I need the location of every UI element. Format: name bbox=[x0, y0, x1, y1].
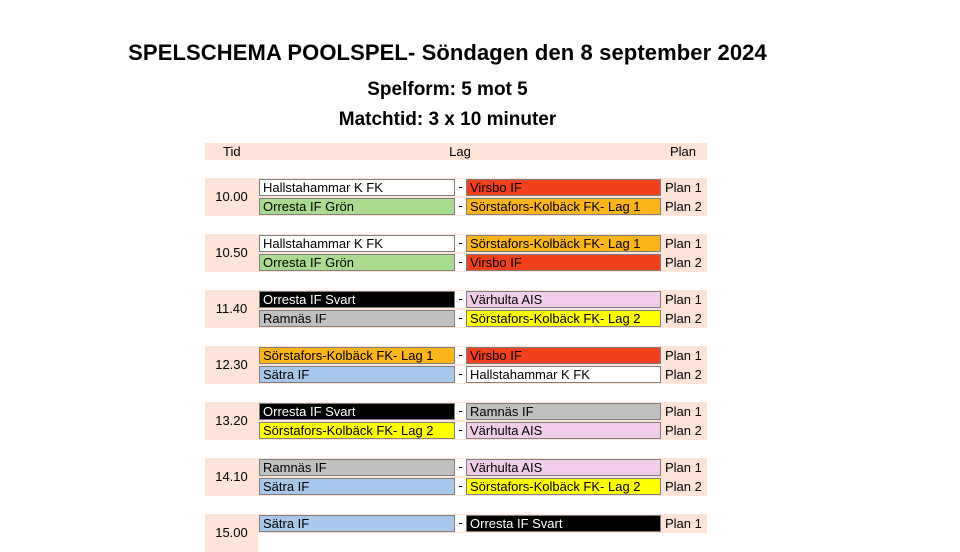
pitch-label: Plan 1 bbox=[665, 404, 702, 419]
match-row bbox=[0, 290, 960, 309]
match-row bbox=[0, 234, 960, 253]
match-row bbox=[0, 514, 960, 533]
match-row bbox=[0, 253, 960, 272]
home-team: Sätra IF bbox=[259, 478, 455, 495]
away-team: Värhulta AIS bbox=[466, 291, 661, 308]
slot-time: 14.10 bbox=[205, 458, 258, 496]
time-slot bbox=[0, 458, 960, 496]
home-team: Sörstafors-Kolbäck FK- Lag 1 bbox=[259, 347, 455, 364]
home-team: Sätra IF bbox=[259, 366, 455, 383]
time-slot bbox=[0, 290, 960, 328]
pitch-label: Plan 2 bbox=[665, 199, 702, 214]
pitch-label: Plan 2 bbox=[665, 255, 702, 270]
home-team: Orresta IF Grön bbox=[259, 254, 455, 271]
away-team: Ramnäs IF bbox=[466, 403, 661, 420]
pitch-label: Plan 1 bbox=[665, 516, 702, 531]
home-team: Orresta IF Grön bbox=[259, 198, 455, 215]
versus-separator: - bbox=[455, 235, 466, 252]
pitch-label: Plan 2 bbox=[665, 311, 702, 326]
home-team: Sätra IF bbox=[259, 515, 455, 532]
pitch-label: Plan 2 bbox=[665, 479, 702, 494]
match-duration: Matchtid: 3 x 10 minuter bbox=[338, 109, 557, 130]
match-row bbox=[0, 421, 960, 440]
versus-separator: - bbox=[455, 478, 466, 495]
away-team: Virsbo IF bbox=[466, 179, 661, 196]
away-team: Hallstahammar K FK bbox=[466, 366, 661, 383]
match-row bbox=[0, 477, 960, 496]
page-title: SPELSCHEMA POOLSPEL- Söndagen den 8 september 2024 bbox=[128, 40, 767, 65]
slot-time: 10.50 bbox=[205, 234, 258, 272]
slot-time: 11.40 bbox=[205, 290, 258, 328]
pitch-label: Plan 1 bbox=[665, 292, 702, 307]
versus-separator: - bbox=[455, 310, 466, 327]
pitch-label: Plan 2 bbox=[665, 423, 702, 438]
versus-separator: - bbox=[455, 403, 466, 420]
home-team: Hallstahammar K FK bbox=[259, 235, 455, 252]
pitch-label: Plan 1 bbox=[665, 348, 702, 363]
versus-separator: - bbox=[455, 291, 466, 308]
game-format: Spelform: 5 mot 5 bbox=[367, 79, 528, 100]
time-slot bbox=[0, 178, 960, 216]
slot-time: 15.00 bbox=[205, 514, 258, 552]
pitch-label: Plan 2 bbox=[665, 367, 702, 382]
versus-separator: - bbox=[455, 366, 466, 383]
versus-separator: - bbox=[455, 422, 466, 439]
match-row bbox=[0, 346, 960, 365]
slot-time: 13.20 bbox=[205, 402, 258, 440]
away-team: Orresta IF Svart bbox=[466, 515, 661, 532]
time-slot bbox=[0, 402, 960, 440]
home-team: Orresta IF Svart bbox=[259, 403, 455, 420]
match-row bbox=[0, 365, 960, 384]
match-row bbox=[0, 309, 960, 328]
versus-separator: - bbox=[455, 198, 466, 215]
versus-separator: - bbox=[455, 254, 466, 271]
match-row bbox=[0, 402, 960, 421]
match-row bbox=[0, 458, 960, 477]
pitch-label: Plan 1 bbox=[665, 180, 702, 195]
versus-separator: - bbox=[455, 515, 466, 532]
away-team: Virsbo IF bbox=[466, 347, 661, 364]
away-team: Sörstafors-Kolbäck FK- Lag 2 bbox=[466, 310, 661, 327]
versus-separator: - bbox=[455, 459, 466, 476]
versus-separator: - bbox=[455, 179, 466, 196]
time-slot bbox=[0, 234, 960, 272]
column-header-time: Tid bbox=[205, 143, 260, 160]
match-row bbox=[0, 197, 960, 216]
pitch-label: Plan 1 bbox=[665, 460, 702, 475]
slot-time: 10.00 bbox=[205, 178, 258, 216]
home-team: Sörstafors-Kolbäck FK- Lag 2 bbox=[259, 422, 455, 439]
column-header-team: Lag bbox=[258, 143, 662, 160]
away-team: Värhulta AIS bbox=[466, 422, 661, 439]
away-team: Virsbo IF bbox=[466, 254, 661, 271]
away-team: Sörstafors-Kolbäck FK- Lag 1 bbox=[466, 198, 661, 215]
match-row bbox=[0, 178, 960, 197]
home-team: Orresta IF Svart bbox=[259, 291, 455, 308]
away-team: Värhulta AIS bbox=[466, 459, 661, 476]
home-team: Ramnäs IF bbox=[259, 459, 455, 476]
away-team: Sörstafors-Kolbäck FK- Lag 2 bbox=[466, 478, 661, 495]
time-slot bbox=[0, 346, 960, 384]
home-team: Ramnäs IF bbox=[259, 310, 455, 327]
home-team: Hallstahammar K FK bbox=[259, 179, 455, 196]
away-team: Sörstafors-Kolbäck FK- Lag 1 bbox=[466, 235, 661, 252]
slot-time: 12.30 bbox=[205, 346, 258, 384]
column-header-pitch: Plan bbox=[662, 143, 707, 160]
pitch-label: Plan 1 bbox=[665, 236, 702, 251]
versus-separator: - bbox=[455, 347, 466, 364]
